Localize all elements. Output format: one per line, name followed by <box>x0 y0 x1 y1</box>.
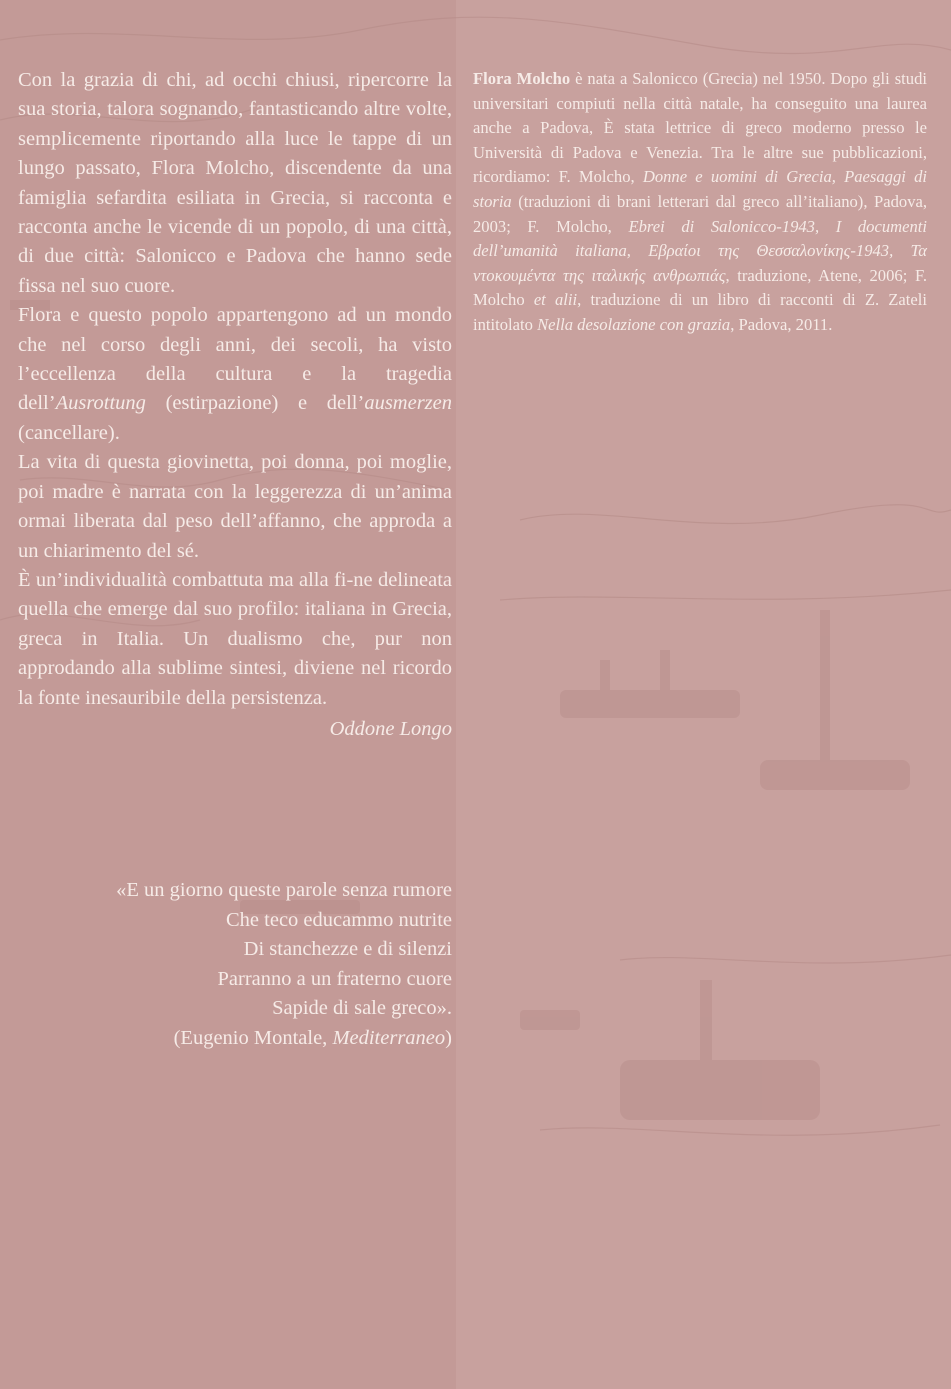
author-bio-title-2: Ebrei di Salonicco-1943, I documenti dell’umanità italiana, Εβραίοι της Θεσσαλονίκης-1943, Τα ντοκουμέντα της ιταλικής ανθρωπιάς <box>473 216 927 285</box>
author-bio-text-2: (traduzioni di brani letterari dal greco all’italiano), Padova, 2003; F. Molcho, <box>473 191 927 236</box>
synopsis-text <box>18 66 452 744</box>
synopsis-signature: Oddone Longo <box>329 717 452 740</box>
poem-citation-b: ) <box>445 1026 452 1049</box>
poem-line-4: Parranno a un fraterno cuore <box>217 967 452 990</box>
poem-line-3: Di stanchezze e di silenzi <box>243 938 452 961</box>
author-bio-text-1: è nata a Salonicco (Grecia) nel 1950. Dopo gli studi universitari compiuti nella città natale, ha conseguito una laurea anche a Padova, È stata lettrice di greco moderno presso le Università di Padova e Venezia. Tra le altre sue pubblicazioni, ricordiamo: F. Molcho, <box>473 69 927 187</box>
author-name: Flora Molcho <box>473 69 571 88</box>
author-bio-title-1: Donne e uomini di Grecia, Paesaggi di storia <box>473 167 927 211</box>
synopsis-p2-term-ausrottung: Ausrottung <box>55 392 146 415</box>
author-bio-text-3: , traduzione, Atene, 2006; F. Molcho <box>473 265 927 310</box>
synopsis-p2-text-a: Flora e questo popolo appartengono ad un mondo che nel corso degli anni, dei secoli, ha visto l’eccellenza della cultura e la tragedia dell’ <box>18 304 452 415</box>
synopsis-paragraph-4: È un’individualità combattuta ma alla fi-ne delineata quella che emerge dal suo profilo: italiana in Grecia, greca in Italia. Un dualismo che, pur non approdando alla sublime sintesi, diviene nel ricordo la fonte inesauribile della persistenza. <box>18 568 452 709</box>
synopsis-paragraph-1: Con la grazia di chi, ad occhi chiusi, ripercorre la sua storia, talora sognando, fantasticando altre volte, semplicemente riportando alla luce le tappe di un lungo passato, Flora Molcho, discendente da una famiglia sefardita esiliata in Grecia, si racconta e racconta anche le vicende di un popolo, di una città, di due città: Salonicco e Padova che hanno sede fissa nel suo cuore. <box>18 69 452 297</box>
epigraph-poem <box>18 876 452 1054</box>
author-bio-et-alii: et alii <box>533 290 578 310</box>
author-bio-text-4: , traduzione di un libro di racconti di Z. Zateli intitolato <box>473 290 927 334</box>
synopsis-paragraph-3: La vita di questa giovinetta, poi donna, poi moglie, poi madre è narrata con la leggerezza di un’anima ormai liberata dal peso dell’affanno, che approda a un chiarimento del sé. <box>18 451 452 562</box>
synopsis-paragraph-2 <box>18 301 452 448</box>
author-bio-text-5: , Padova, 2011. <box>730 314 833 334</box>
synopsis-p2-term-ausmerzen: ausmerzen <box>364 392 452 415</box>
poem-citation-title: Mediterraneo <box>332 1026 446 1049</box>
synopsis-p2-text-b: (estirpazione) e dell’ <box>145 392 365 415</box>
poem-line-2: Che teco educammo nutrite <box>226 908 452 931</box>
poem-citation <box>18 1024 452 1054</box>
synopsis-p2-text-c: (cancellare). <box>18 421 120 444</box>
author-bio-title-3: Nella desolazione con grazia <box>537 314 731 334</box>
author-bio-paragraph <box>473 67 927 338</box>
author-biography <box>473 67 927 338</box>
poem-citation-a: (Eugenio Montale, <box>173 1026 333 1049</box>
poem-line-5: Sapide di sale greco». <box>272 997 452 1020</box>
poem-line-1: «E un giorno queste parole senza rumore <box>116 879 452 901</box>
